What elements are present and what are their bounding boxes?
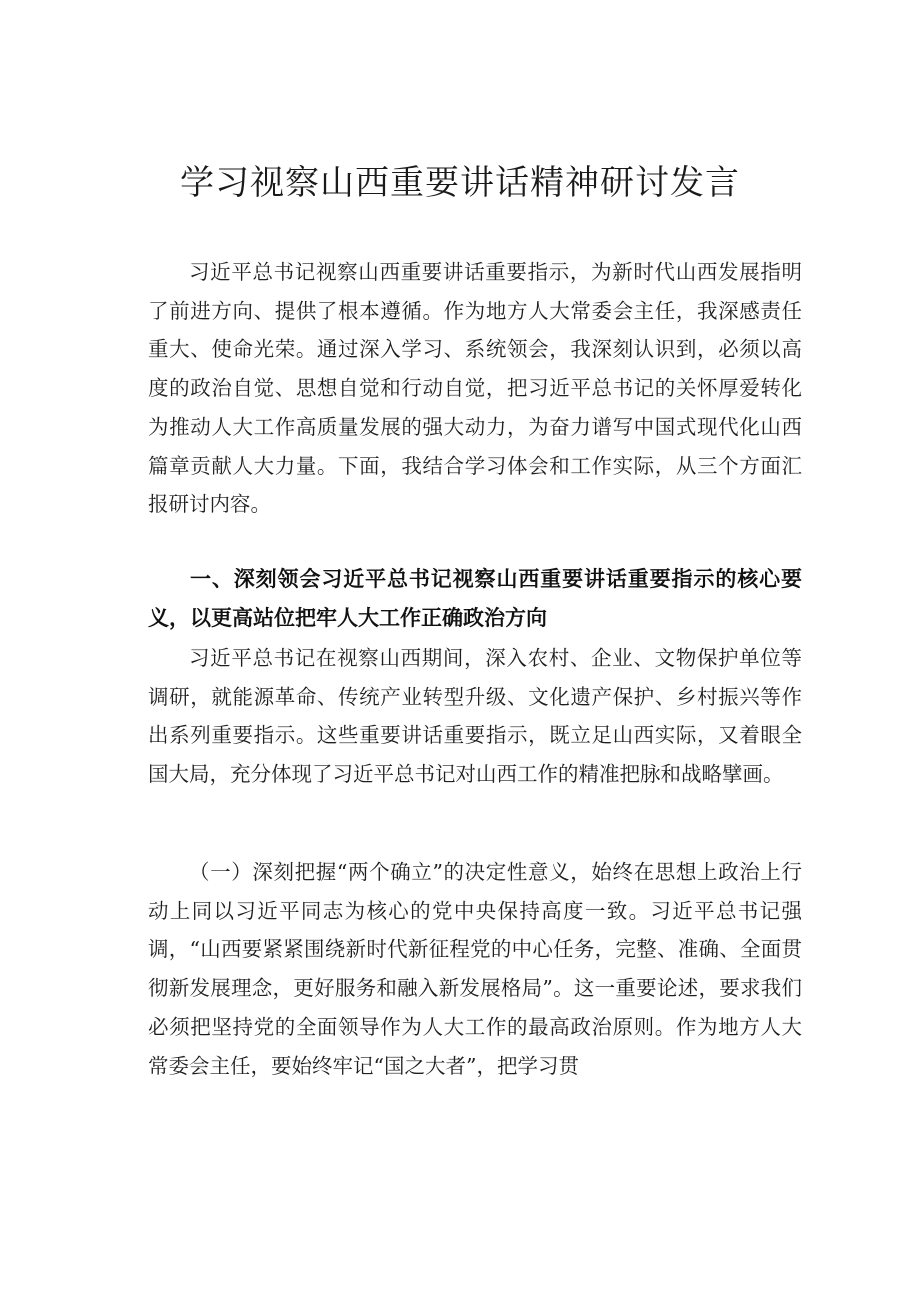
subsection-1-paragraph: （一）深刻把握“两个确立”的决定性意义，始终在思想上政治上行动上同以习近平同志为核心的党中央保持高度一致。习近平总书记强调，“山西要紧紧围绕新时代新征程党的中心任务，完整、准确、全面贯彻新发展理念，更好服务和融入新发展格局”。这一重要论述，要求我们必须把坚持党的全面领导作为人大工作的最高政治原则。作为地方人大常委会主任，要始终牢记“国之大者”，把学习贯	[148, 860, 802, 1078]
section-heading-1: 一、深刻领会习近平总书记视察山西重要讲话重要指示的核心要义，以更高站位把牢人大工作正确政治方向	[148, 567, 802, 630]
intro-paragraph: 习近平总书记视察山西重要讲话重要指示，为新时代山西发展指明了前进方向、提供了根本遵循。作为地方人大常委会主任，我深感责任重大、使命光荣。通过深入学习、系统领会，我深刻认识到，必须以高度的政治自觉、思想自觉和行动自觉，把习近平总书记的关怀厚爱转化为推动人大工作高质量发展的强大动力，为奋力谱写中国式现代化山西篇章贡献人大力量。下面，我结合学习体会和工作实际，从三个方面汇报研讨内容。	[148, 260, 802, 517]
document-title: 学习视察山西重要讲话精神研讨发言	[180, 163, 740, 203]
section-1-paragraph: 习近平总书记在视察山西期间，深入农村、企业、文物保护单位等调研，就能源革命、传统产业转型升级、文化遗产保护、乡村振兴等作出系列重要指示。这些重要讲话重要指示，既立足山西实际，又着眼全国大局，充分体现了习近平总书记对山西工作的精准把脉和战略擘画。	[148, 646, 802, 787]
